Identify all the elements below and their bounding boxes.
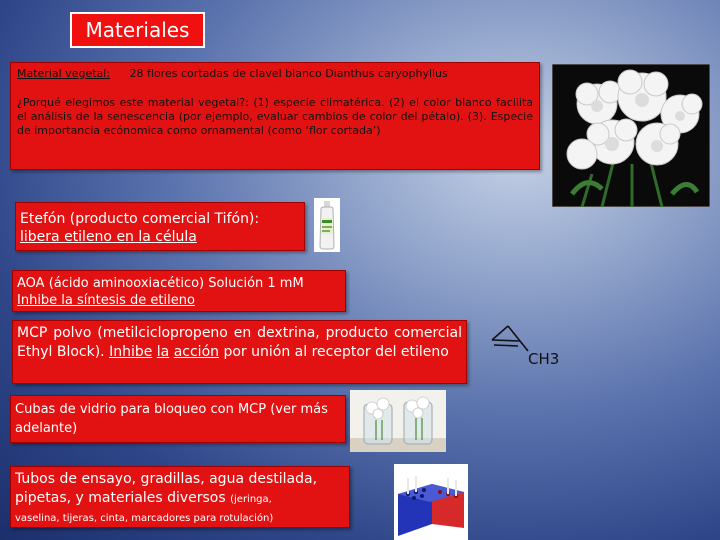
aoa-box bbox=[12, 270, 346, 312]
mcp-box bbox=[12, 320, 467, 384]
tube-racks-photo bbox=[394, 464, 468, 540]
methylcyclopropene-structure bbox=[478, 318, 568, 374]
plant-material-label: Material vegetal: bbox=[17, 67, 111, 80]
tifon-bottle-image bbox=[314, 198, 340, 252]
tubes-text: Tubos de ensayo, gradillas, agua destilada, pipetas, y materiales diversos bbox=[15, 471, 318, 506]
selection-reasons-text: ¿Porqué elegimos este material vegetal?: (1) especie climatérica. (2) el color blanco facilita el análisis de la senescencia (por ejemplo, evaluar cambios de color del pétalo). (3). Especie de importancia ecónomica como ornamental (como ‘flor cortada’) bbox=[17, 96, 533, 137]
aoa-solution-text: AOA (ácido aminooxiacético) Solución 1 mM bbox=[17, 276, 304, 291]
glass-jars-text: Cubas de vidrio para bloqueo con MCP (ver más adelante) bbox=[15, 402, 328, 436]
tubes-small-text-b: vaselina, tijeras, cinta, marcadores para rotulación) bbox=[15, 513, 274, 524]
tubes-small-text-a: (jeringa, bbox=[230, 494, 272, 505]
glass-jars-box bbox=[10, 395, 346, 443]
mcp-inhibe-word: Inhibe bbox=[109, 344, 153, 360]
etefon-product-text: Etefón (producto comercial Tifón): bbox=[20, 211, 260, 227]
methyl-group-label: CH3 bbox=[528, 350, 560, 368]
mcp-accion-word: acción bbox=[173, 344, 220, 360]
slide-title: Materiales bbox=[70, 12, 205, 48]
glass-jars-photo bbox=[350, 390, 446, 452]
tubes-box bbox=[10, 466, 350, 528]
plant-material-text: 28 flores cortadas de clavel blanco Dianthus caryophyllus bbox=[129, 67, 448, 80]
carnation-photo bbox=[552, 64, 710, 207]
mcp-la-word: la bbox=[156, 344, 170, 360]
mcp-description-text: MCP polvo (metilciclopropeno en dextrina, producto comercial Ethyl Block). bbox=[17, 325, 462, 360]
plant-material-row bbox=[17, 67, 533, 81]
etefon-effect-text: libera etileno en la célula bbox=[20, 229, 197, 245]
aoa-effect-text: Inhibe la síntesis de etileno bbox=[17, 293, 195, 308]
plant-material-box bbox=[10, 62, 540, 170]
etefon-box bbox=[15, 202, 305, 251]
mcp-mechanism-text: por unión al receptor del etileno bbox=[223, 344, 449, 360]
